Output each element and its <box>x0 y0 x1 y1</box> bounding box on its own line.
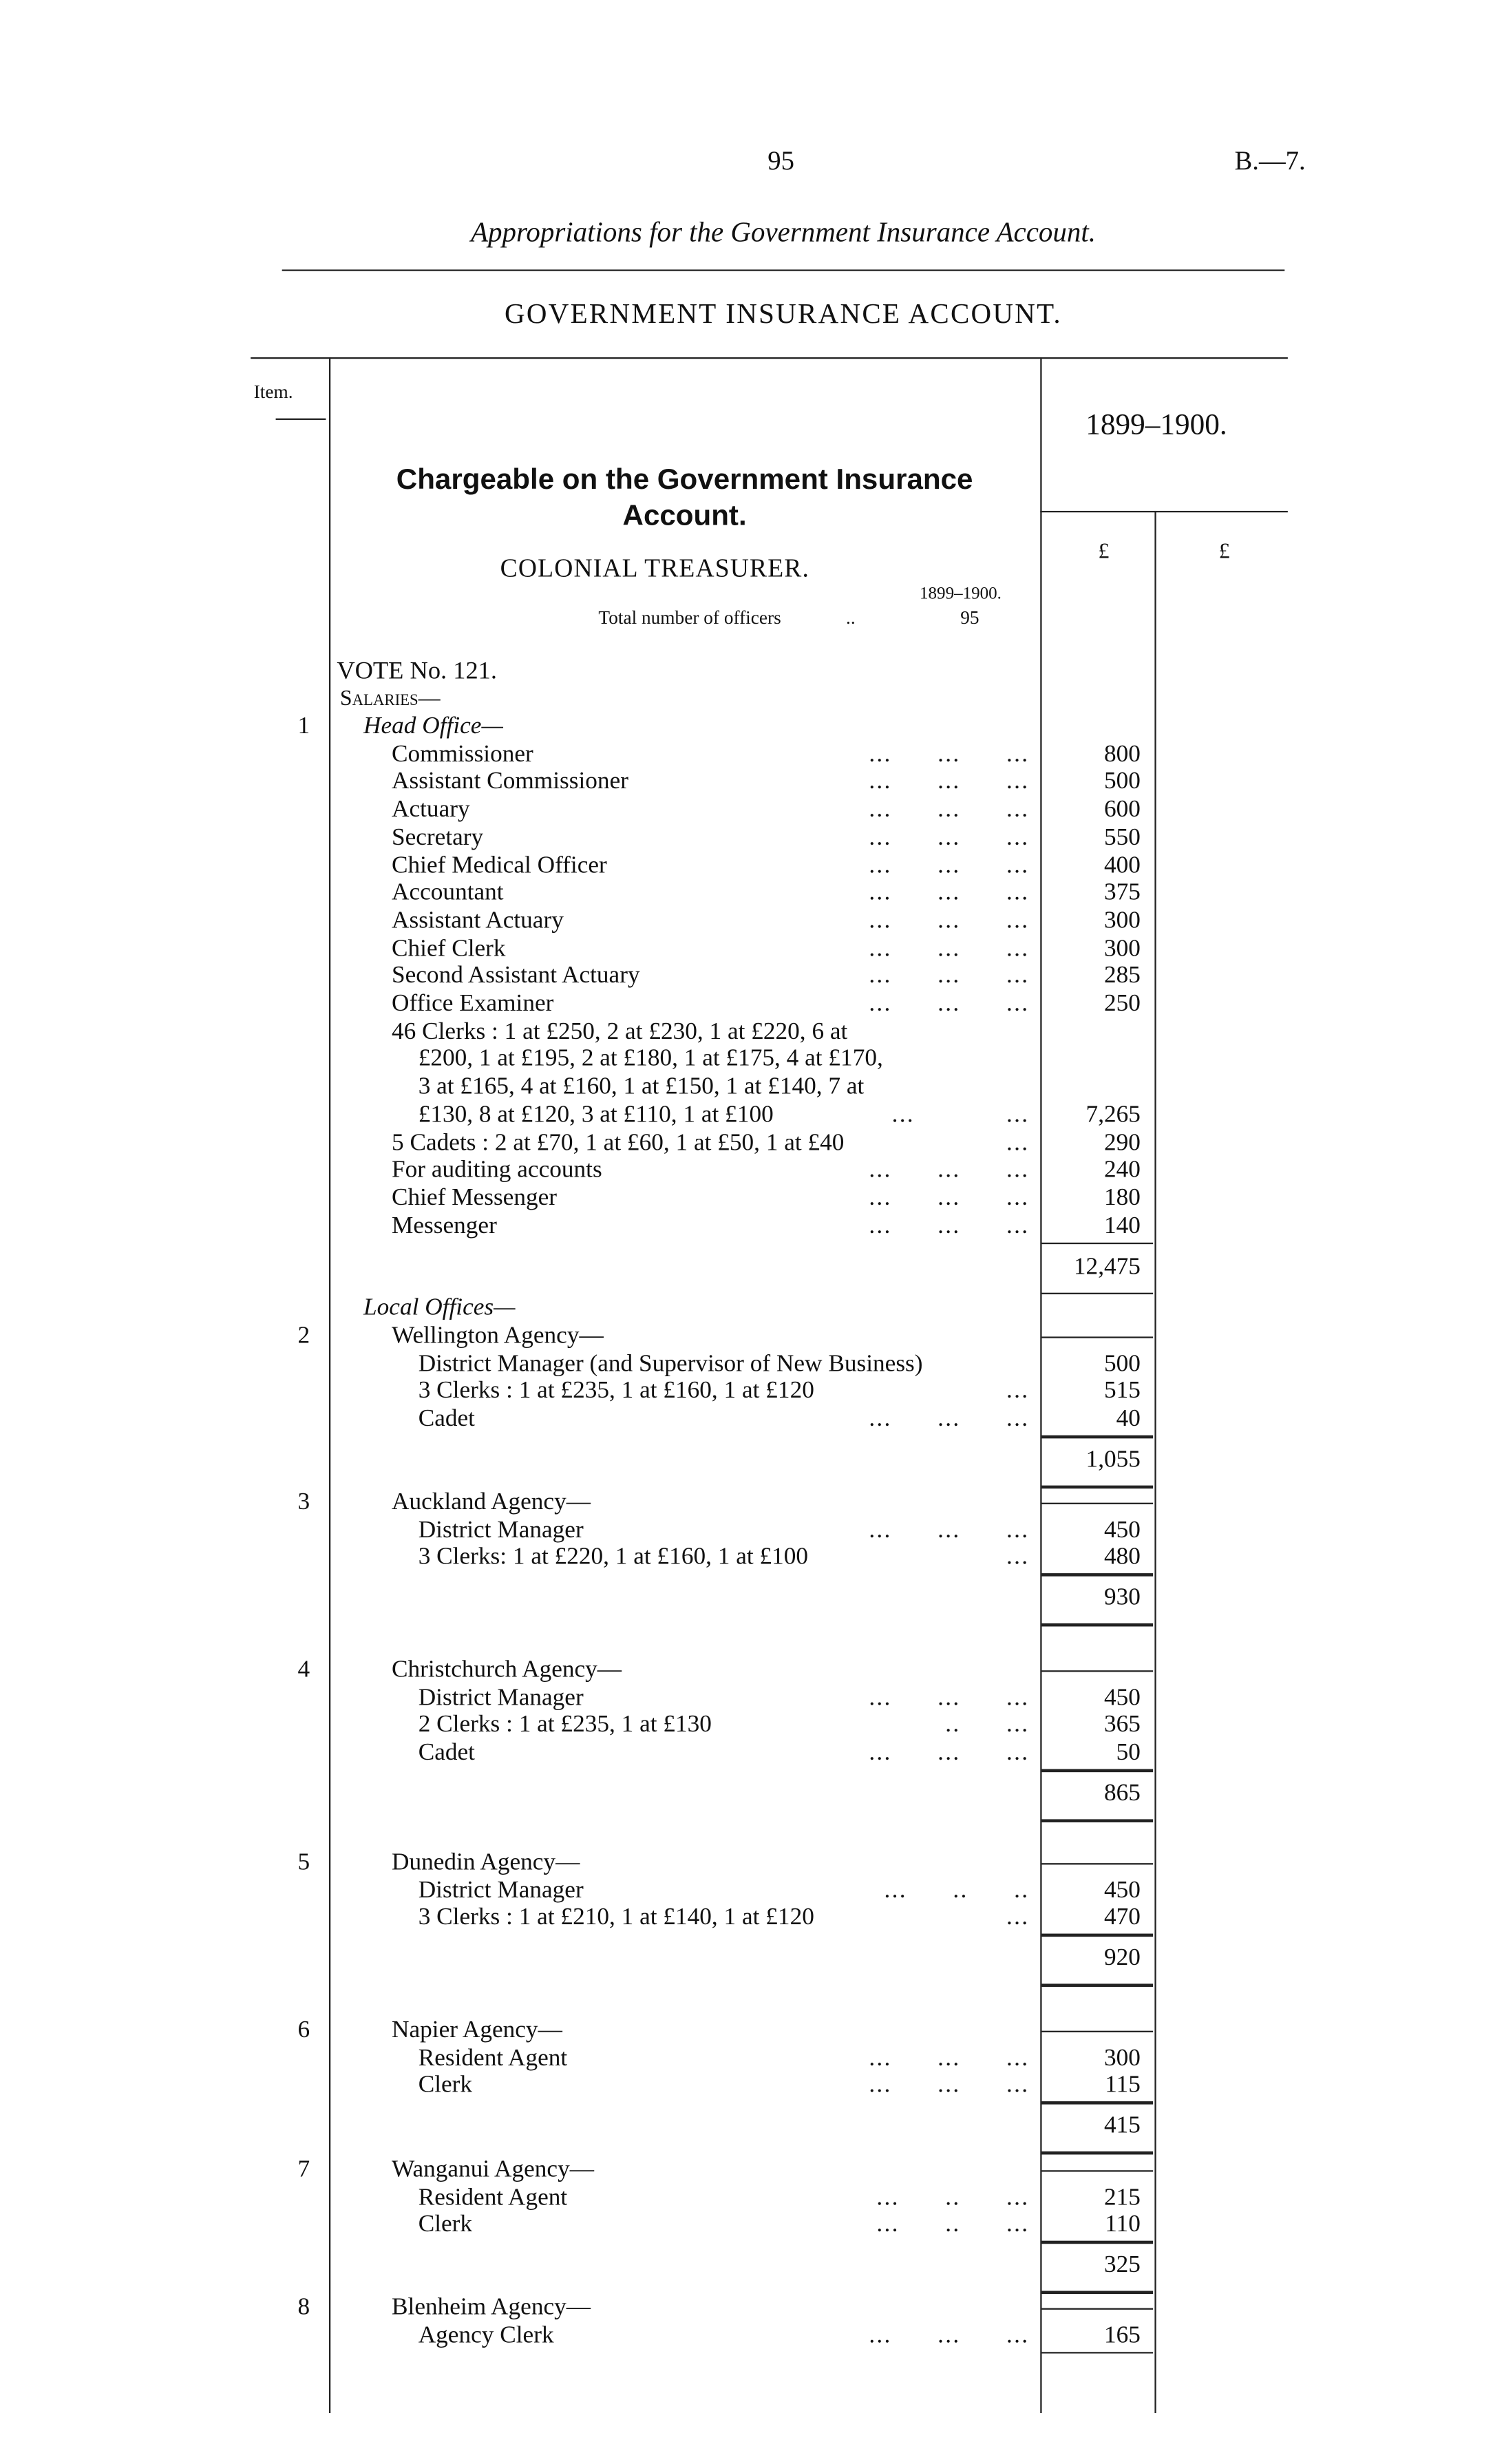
subtotal-rule <box>1042 1336 1154 1338</box>
subtotal-rule <box>1042 2308 1154 2310</box>
line-item-text: Assistant Actuary <box>392 907 564 934</box>
running-title: Appropriations for the Government Insurance Account. <box>470 216 1096 248</box>
item-number: 7 <box>297 2156 310 2183</box>
officers-label: Total number of officers <box>598 606 781 629</box>
line-item-amount: 550 <box>1104 823 1141 851</box>
dot-leader: ... <box>1006 1128 1030 1156</box>
subtotal-rule <box>1042 1242 1154 1244</box>
item-number: 3 <box>297 1488 310 1515</box>
subtotal-rule <box>1042 1863 1154 1864</box>
agency-heading: Dunedin Agency— <box>392 1849 580 1876</box>
line-item-text: Clerk <box>418 2211 473 2239</box>
dot-leader: ... <box>1006 1544 1030 1571</box>
agency-heading: Napier Agency— <box>392 2017 562 2043</box>
line-item-amount: 115 <box>1105 2072 1141 2099</box>
page-number: 95 <box>767 145 794 176</box>
line-item-amount: 470 <box>1104 1904 1141 1931</box>
section-total: 415 <box>1104 2112 1141 2140</box>
item-number: 4 <box>297 1656 310 1683</box>
subtotal-rule <box>1042 1670 1154 1672</box>
line-item-text: Messenger <box>392 1212 497 1239</box>
line-item-amount: 600 <box>1104 796 1141 823</box>
dot-leader: ... ... ... <box>869 962 1030 989</box>
subtotal-column-divider <box>1154 511 1156 2413</box>
line-item-amount: 500 <box>1104 768 1141 795</box>
item-header-rule <box>276 419 326 420</box>
year-column-header: 1899–1900. <box>1085 409 1227 442</box>
currency-symbol: £ <box>1098 540 1110 565</box>
line-item-amount: 285 <box>1104 962 1141 989</box>
line-item-amount: 300 <box>1104 907 1141 934</box>
vote-number: VOTE No. 121. <box>337 657 497 685</box>
agency-heading: Christchurch Agency— <box>392 1656 622 1683</box>
subtotal-rule <box>1042 1769 1154 1771</box>
subtotal-rule <box>1042 1984 1154 1986</box>
dot-leader: ... ... ... <box>869 1739 1030 1767</box>
line-item-text: £130, 8 at £120, 3 at £110, 1 at £100 <box>418 1101 774 1128</box>
line-item-text: 3 Clerks : 1 at £235, 1 at £160, 1 at £120 <box>418 1378 814 1405</box>
line-item-amount: 300 <box>1104 2044 1141 2072</box>
line-item-amount: 215 <box>1104 2184 1141 2211</box>
item-number: 2 <box>297 1322 310 1349</box>
section-total: 920 <box>1104 1945 1141 1972</box>
officers-leader: .. <box>846 606 856 629</box>
dot-leader: ... ... ... <box>869 1157 1030 1183</box>
item-column-header: Item. <box>253 381 293 403</box>
agency-heading: Auckland Agency— <box>392 1488 591 1515</box>
dot-leader: ... ... ... <box>869 852 1030 878</box>
amount-column-divider <box>1040 357 1041 2413</box>
subtotal-rule <box>1042 1435 1154 1438</box>
item-number: 5 <box>297 1849 310 1876</box>
year-header-rule <box>1040 511 1288 512</box>
document-reference: B.—7. <box>1234 145 1306 176</box>
dot-leader: ... ... ... <box>869 768 1030 795</box>
line-item-amount: 110 <box>1105 2211 1141 2239</box>
line-item-amount: 240 <box>1104 1157 1141 1183</box>
line-item-text: 3 Clerks : 1 at £210, 1 at £140, 1 at £120 <box>418 1904 814 1931</box>
subtotal-rule <box>1042 1624 1154 1626</box>
subtotal-rule <box>1042 2152 1154 2154</box>
line-item-text: Accountant <box>392 879 504 906</box>
local-offices-heading: Local Offices— <box>363 1294 516 1321</box>
line-item-text: Commissioner <box>392 740 533 768</box>
line-item-text: District Manager <box>418 1516 584 1544</box>
item-number: 1 <box>297 713 310 740</box>
line-item-amount: 375 <box>1104 879 1141 906</box>
section-total: 12,475 <box>1073 1252 1141 1280</box>
subtotal-rule <box>1042 1503 1154 1504</box>
dot-leader: .. ... <box>945 1712 1030 1738</box>
section-heading: Chargeable on the Government Insurance <box>396 462 973 496</box>
dot-leader: ... ... ... <box>869 1184 1030 1212</box>
salaries-heading: Salaries— <box>339 688 441 712</box>
line-item-text: Cadet <box>418 1739 475 1767</box>
dot-leader: ... ... ... <box>869 1516 1030 1544</box>
line-item-amount: 40 <box>1116 1405 1141 1433</box>
line-item-text: Resident Agent <box>418 2184 568 2211</box>
dot-leader: ... ... ... <box>869 2321 1030 2349</box>
dot-leader: ... ... ... <box>869 907 1030 934</box>
line-item-text: Assistant Commissioner <box>392 768 628 795</box>
agency-heading: Blenheim Agency— <box>392 2294 591 2321</box>
subtotal-rule <box>1042 2031 1154 2032</box>
line-item-text: District Manager <box>418 1876 584 1904</box>
dot-leader: ... <box>1006 1904 1030 1931</box>
line-item-text: Chief Clerk <box>392 934 506 962</box>
dot-leader: ... .. .. <box>884 1876 1030 1904</box>
table-top-rule <box>251 357 1288 359</box>
section-total: 865 <box>1104 1780 1141 1807</box>
line-item-amount: 250 <box>1104 990 1141 1018</box>
account-title: GOVERNMENT INSURANCE ACCOUNT. <box>505 297 1062 329</box>
line-item-text: Chief Medical Officer <box>392 852 607 878</box>
line-item-text: 46 Clerks : 1 at £250, 2 at £230, 1 at £220, 6 at <box>392 1018 848 1045</box>
dot-leader: ... ... ... <box>869 2072 1030 2099</box>
line-item-amount: 365 <box>1104 1712 1141 1738</box>
line-item-text: 3 Clerks: 1 at £220, 1 at £160, 1 at £100 <box>418 1544 809 1571</box>
dot-leader: ... ... ... <box>869 796 1030 823</box>
currency-symbol: £ <box>1218 540 1230 565</box>
line-item-text: 2 Clerks : 1 at £235, 1 at £130 <box>418 1712 712 1738</box>
line-item-text: District Manager <box>418 1683 584 1711</box>
subtotal-rule <box>1042 2242 1154 2244</box>
line-item-amount: 500 <box>1104 1350 1141 1377</box>
dot-leader: ... ... ... <box>869 990 1030 1018</box>
line-item-amount: 180 <box>1104 1184 1141 1212</box>
line-item-amount: 480 <box>1104 1544 1141 1571</box>
line-item-text: Clerk <box>418 2072 473 2099</box>
dot-leader: ... <box>1006 1378 1030 1405</box>
section-total: 325 <box>1104 2252 1141 2279</box>
line-item-text: Chief Messenger <box>392 1184 558 1212</box>
subtotal-rule <box>1042 1292 1154 1294</box>
line-item-text: Office Examiner <box>392 990 554 1018</box>
dot-leader: ... .. ... <box>876 2211 1030 2239</box>
line-item-amount: 515 <box>1104 1378 1141 1405</box>
line-item-text: 5 Cadets : 2 at £70, 1 at £60, 1 at £50, 1 at £40 <box>392 1128 845 1156</box>
line-item-amount: 165 <box>1104 2321 1141 2349</box>
line-item-text: 3 at £165, 4 at £160, 1 at £150, 1 at £140, 7 at <box>418 1073 865 1100</box>
agency-heading: Wellington Agency— <box>392 1322 604 1349</box>
line-item-text: £200, 1 at £195, 2 at £180, 1 at £175, 4 at £170, <box>418 1045 883 1073</box>
dot-leader: ... ... ... <box>869 823 1030 851</box>
line-item-text: Cadet <box>418 1405 475 1433</box>
line-item-amount: 140 <box>1104 1212 1141 1239</box>
subtotal-rule <box>1042 2291 1154 2293</box>
officers-year: 1899–1900. <box>920 584 1002 604</box>
agency-heading: Wanganui Agency— <box>392 2156 595 2183</box>
title-rule <box>282 269 1285 271</box>
dot-leader: ... ... ... <box>869 1683 1030 1711</box>
dot-leader: ... ... <box>891 1101 1030 1128</box>
subtotal-rule <box>1042 1820 1154 1822</box>
line-item-amount: 400 <box>1104 852 1141 878</box>
dot-leader: ... ... ... <box>869 1212 1030 1239</box>
subtotal-rule <box>1042 1934 1154 1936</box>
dot-leader: ... ... ... <box>869 740 1030 768</box>
item-column-divider <box>329 357 330 2413</box>
section-total: 1,055 <box>1085 1446 1141 1473</box>
line-item-amount: 7,265 <box>1085 1101 1141 1128</box>
line-item-text: Actuary <box>392 796 470 823</box>
item-number: 6 <box>297 2017 310 2043</box>
line-item-amount: 290 <box>1104 1128 1141 1156</box>
subtotal-rule <box>1042 1486 1154 1488</box>
line-item-text: Agency Clerk <box>418 2321 554 2349</box>
ministry-heading: COLONIAL TREASURER. <box>500 553 810 583</box>
line-item-text: For auditing accounts <box>392 1157 602 1183</box>
line-item-amount: 50 <box>1116 1739 1141 1767</box>
dot-leader: ... ... ... <box>869 1405 1030 1433</box>
subtotal-rule <box>1042 2170 1154 2171</box>
agency-heading: Head Office— <box>363 713 503 740</box>
line-item-amount: 300 <box>1104 934 1141 962</box>
item-number: 8 <box>297 2294 310 2321</box>
subtotal-rule <box>1042 2102 1154 2104</box>
line-item-amount: 450 <box>1104 1516 1141 1544</box>
line-item-amount: 450 <box>1104 1876 1141 1904</box>
line-item-text: Second Assistant Actuary <box>392 962 640 989</box>
dot-leader: ... ... ... <box>869 2044 1030 2072</box>
subtotal-rule <box>1042 1574 1154 1576</box>
section-total: 930 <box>1104 1584 1141 1612</box>
dot-leader: ... ... ... <box>869 879 1030 906</box>
line-item-amount: 450 <box>1104 1683 1141 1711</box>
dot-leader: ... ... ... <box>869 934 1030 962</box>
officers-count: 95 <box>960 606 979 629</box>
subtotal-rule <box>1042 2352 1154 2354</box>
section-heading-continued: Account. <box>622 498 747 531</box>
line-item-amount: 800 <box>1104 740 1141 768</box>
dot-leader: ... .. ... <box>876 2184 1030 2211</box>
line-item-text: Secretary <box>392 823 484 851</box>
line-item-text: District Manager (and Supervisor of New Business) <box>418 1350 923 1377</box>
line-item-text: Resident Agent <box>418 2044 568 2072</box>
